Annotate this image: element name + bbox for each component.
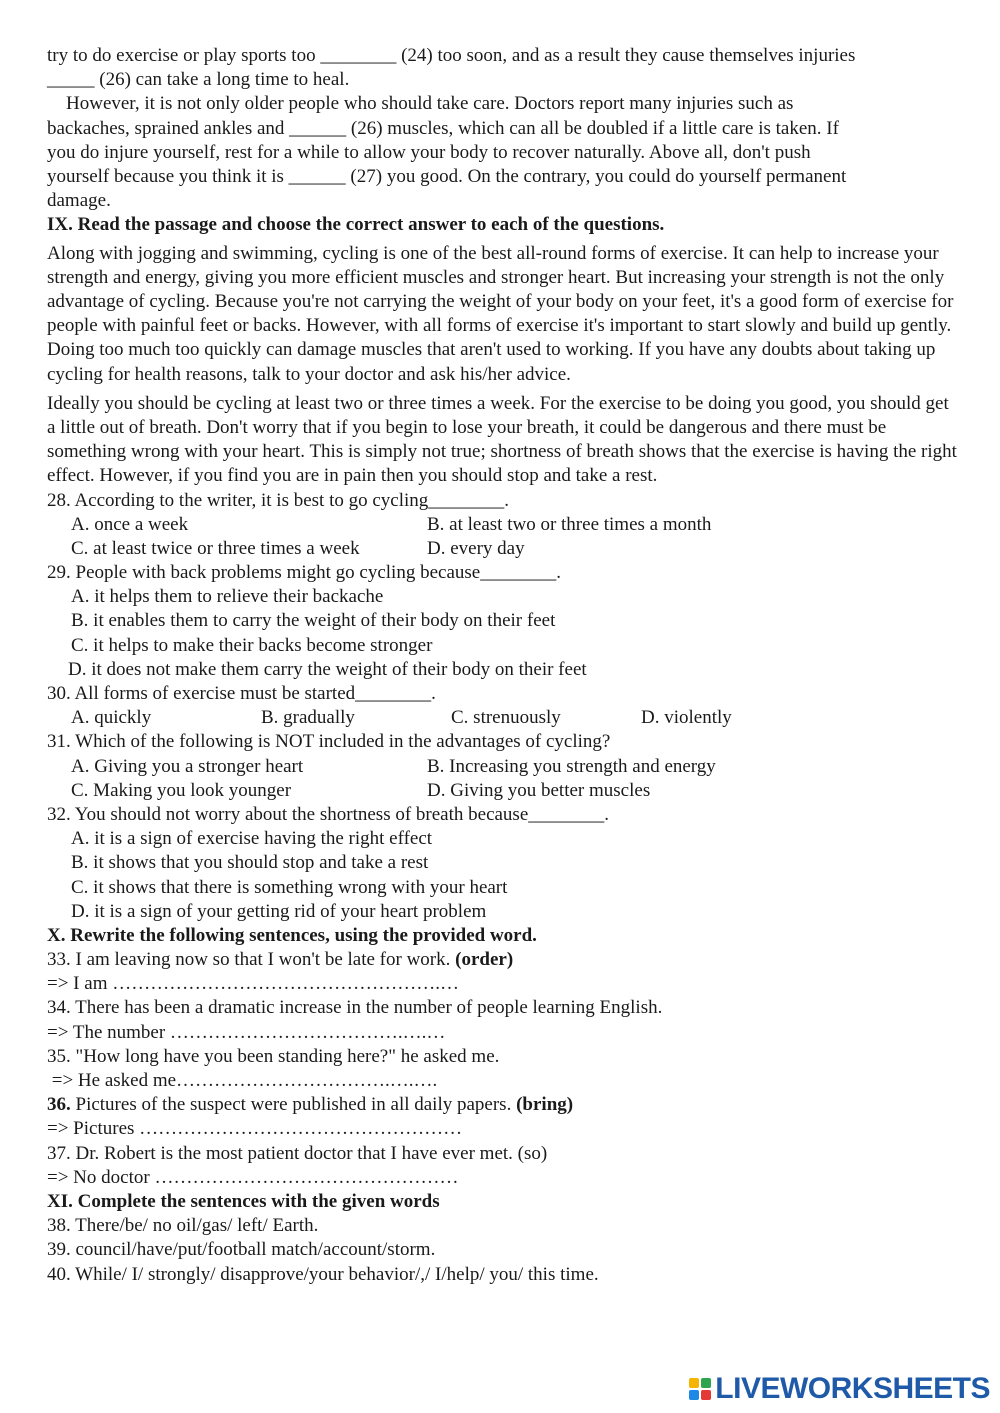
option-b[interactable]: B. at least two or three times a month [427, 513, 712, 535]
option-d[interactable]: D. violently [641, 707, 732, 729]
passage-line: However, it is not only older people who should take care. Doctors report many injuries such as [47, 93, 794, 115]
section-heading-xi: XI. Complete the sentences with the given words [47, 1190, 440, 1212]
option-d[interactable]: D. every day [427, 537, 525, 559]
section-heading-x: X. Rewrite the following sentences, using the provided word. [47, 924, 537, 946]
passage-line: you do injure yourself, rest for a while to allow your body to recover naturally. Above all, don't push [47, 141, 811, 163]
passage-line: backaches, sprained ankles and ______ (26) muscles, which can all be doubled if a little care is taken. If [47, 117, 839, 139]
option-d[interactable]: D. Giving you better muscles [427, 779, 651, 801]
worksheet-page [47, 44, 959, 1287]
question-35-text: 35. "How long have you been standing here?" he asked me. [47, 1045, 500, 1067]
option-a[interactable]: A. it helps them to relieve their backache [71, 586, 384, 608]
option-a[interactable]: A. it is a sign of exercise having the right effect [71, 828, 433, 850]
question-30-options [47, 706, 959, 730]
option-c[interactable]: C. it shows that there is something wrong with your heart [71, 876, 508, 898]
passage-line: damage. [47, 190, 111, 212]
liveworksheets-logo[interactable] [689, 1371, 990, 1407]
question-33-answer-line[interactable]: => I am …………………………………………….… [47, 973, 459, 995]
option-b[interactable]: B. Increasing you strength and energy [427, 755, 716, 777]
question-28-stem: 28. According to the writer, it is best to go cycling________. [47, 489, 510, 511]
liveworksheets-logo-icon [689, 1378, 711, 1400]
question-29-stem: 29. People with back problems might go cycling because________. [47, 562, 561, 584]
question-36-number: 36. [47, 1094, 71, 1116]
option-a[interactable]: A. quickly [71, 707, 152, 729]
option-b[interactable]: B. it enables them to carry the weight of their body on their feet [71, 610, 556, 632]
passage-line: try to do exercise or play sports too ________ (24) too soon, and as a result they cause themselves injuries [47, 45, 856, 66]
question-30-stem: 30. All forms of exercise must be started________. [47, 683, 436, 705]
question-33-keyword: (order) [455, 949, 514, 971]
passage-line: _____ (26) can take a long time to heal. [47, 69, 350, 91]
option-d[interactable]: D. it does not make them carry the weight of their body on their feet [68, 658, 587, 680]
question-40: 40. While/ I/ strongly/ disapprove/your behavior/,/ I/help/ you/ this time. [47, 1263, 599, 1285]
option-a[interactable]: A. Giving you a stronger heart [71, 755, 304, 777]
question-36 [47, 1093, 959, 1117]
reading-paragraph-1: Along with jogging and swimming, cycling is one of the best all-round forms of exercise. It can help to increase your strength and energy, giving you more efficient muscles and stronger heart. But increasing your strength is not the only advantage of cycling. Because you're not carrying the weight of your body on your feet, it's a good form of exercise for people with painful feet or backs. However, with all forms of exercise it's important to start slowly and build up gently. Doing too much too quickly can damage muscles that aren't used to working. If you have any doubts about taking up cycling for health reasons, talk to your doctor and ask his/her advice. [47, 242, 954, 385]
question-36-keyword: (bring) [516, 1094, 574, 1116]
question-28-options-row-1 [47, 513, 959, 537]
question-39: 39. council/have/put/football match/account/storm. [47, 1239, 436, 1261]
option-c[interactable]: C. Making you look younger [71, 779, 292, 801]
option-b[interactable]: B. gradually [261, 707, 355, 729]
question-36-text: Pictures of the suspect were published in all daily papers. [70, 1094, 517, 1116]
question-35-answer-line[interactable]: => He asked me…………………………….….…. [47, 1070, 438, 1092]
option-c[interactable]: C. at least twice or three times a week [71, 537, 360, 559]
option-c[interactable]: C. strenuously [451, 707, 561, 729]
question-32-stem: 32. You should not worry about the shortness of breath because________. [47, 803, 610, 825]
reading-paragraph-2: Ideally you should be cycling at least two or three times a week. For the exercise to be doing you good, you should get a little out of breath. Don't worry that if you begin to lose your breath, it could be dangerous and there must be something wrong with your heart. This is simply not true; shortness of breath shows that the exercise is having the right effect. However, if you find you are in pain then you should stop and take a rest. [47, 392, 957, 487]
option-c[interactable]: C. it helps to make their backs become stronger [71, 634, 433, 656]
question-38: 38. There/be/ no oil/gas/ left/ Earth. [47, 1215, 319, 1237]
question-37-answer-line[interactable]: => No doctor ………………………………………… [47, 1166, 459, 1188]
question-33-text: 33. I am leaving now so that I won't be late for work. [47, 949, 456, 971]
option-a[interactable]: A. once a week [71, 513, 189, 535]
liveworksheets-logo-text: LIVEWORKSHEETS [715, 1372, 990, 1405]
question-31-options-row-1 [47, 755, 959, 779]
question-34-text: 34. There has been a dramatic increase in the number of people learning English. [47, 997, 663, 1019]
option-b[interactable]: B. it shows that you should stop and take a rest [71, 852, 429, 874]
question-37-text: 37. Dr. Robert is the most patient doctor that I have ever met. (so) [47, 1142, 548, 1164]
question-28-options-row-2 [47, 537, 959, 561]
question-36-answer-line[interactable]: => Pictures …………………………………………… [47, 1118, 463, 1140]
question-33 [47, 948, 959, 972]
option-d[interactable]: D. it is a sign of your getting rid of your heart problem [71, 900, 487, 922]
question-31-stem: 31. Which of the following is NOT included in the advantages of cycling? [47, 731, 611, 753]
question-34-answer-line[interactable]: => The number ……………………………….….… [47, 1021, 446, 1043]
section-heading-ix: IX. Read the passage and choose the correct answer to each of the questions. [47, 214, 665, 236]
passage-line: yourself because you think it is ______ (27) you good. On the contrary, you could do yourself permanent [47, 165, 847, 187]
question-31-options-row-2 [47, 779, 959, 803]
